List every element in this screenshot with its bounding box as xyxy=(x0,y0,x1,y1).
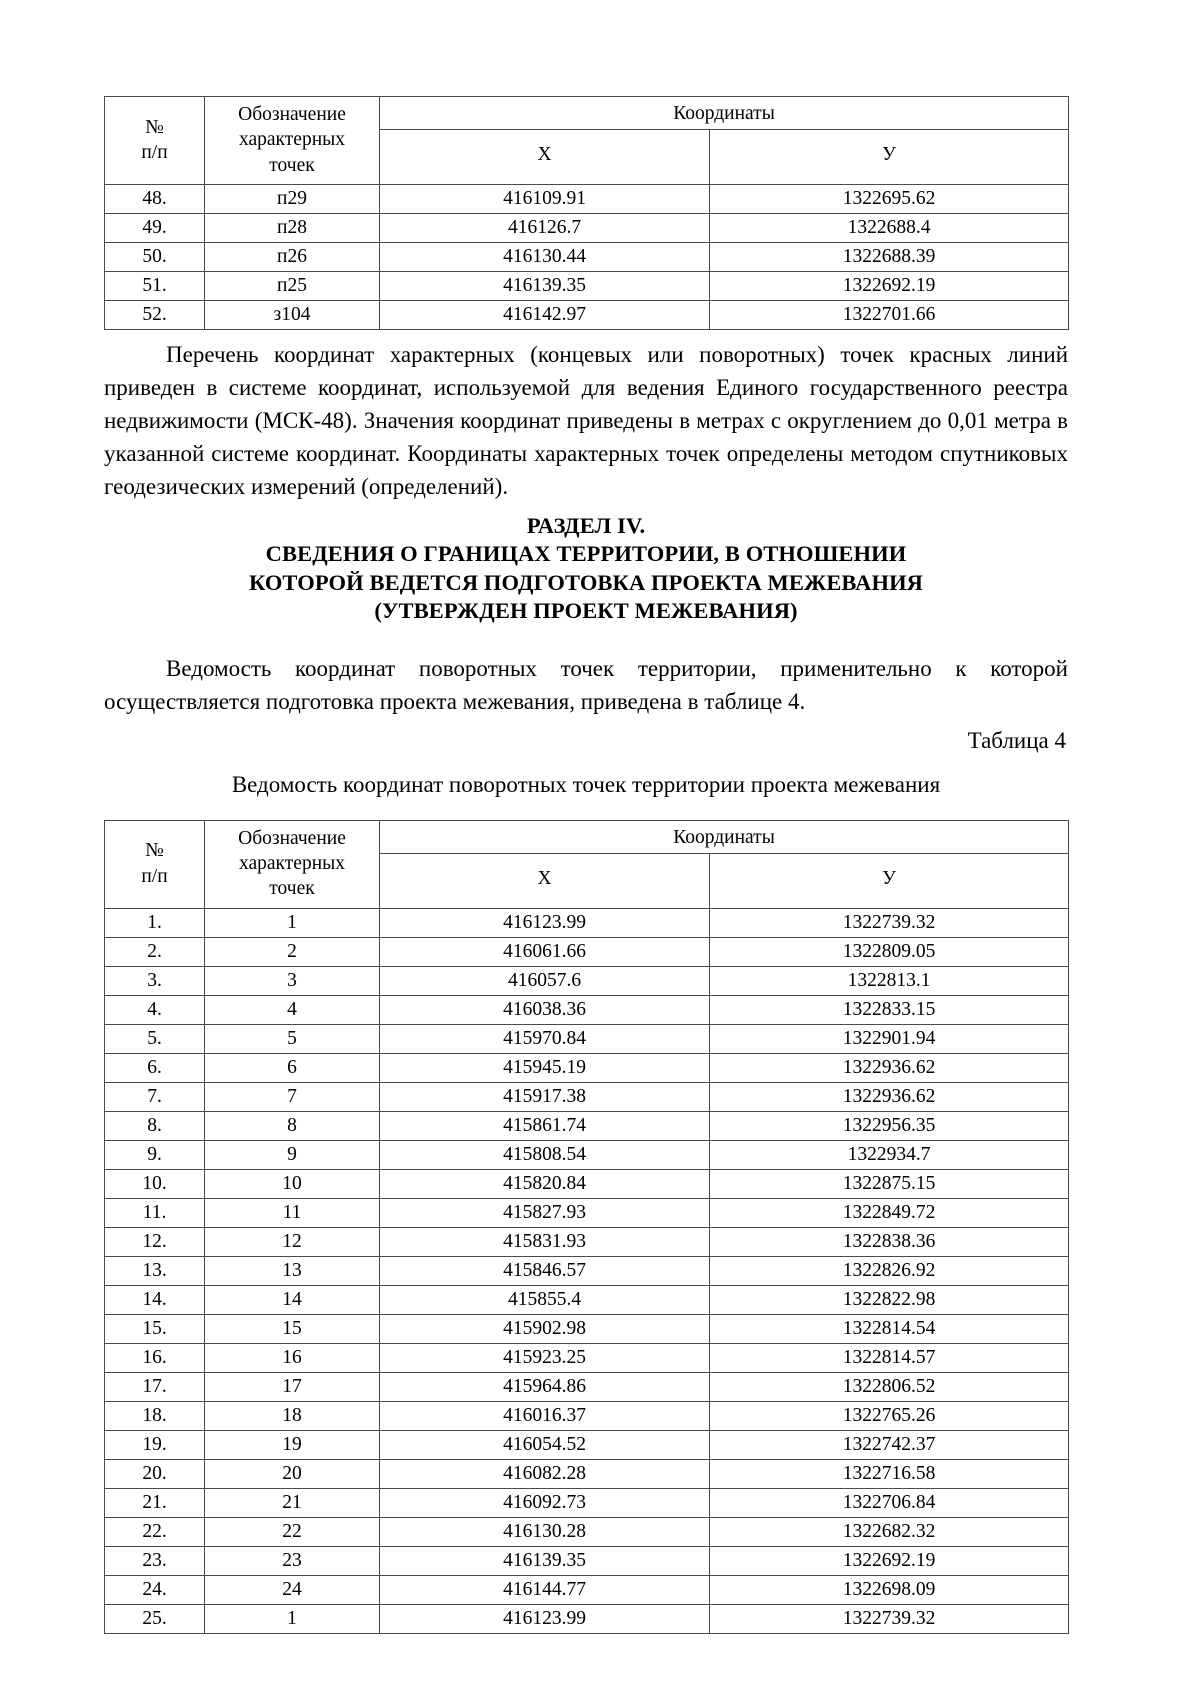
section-heading-line-4: (УТВЕРЖДЕН ПРОЕКТ МЕЖЕВАНИЯ) xyxy=(374,598,798,624)
cell-row-number: 48. xyxy=(105,185,205,214)
cell-point-designation: 23 xyxy=(205,1546,380,1575)
cell-row-number: 23. xyxy=(105,1546,205,1575)
cell-point-designation: з104 xyxy=(205,301,380,330)
table-row xyxy=(105,1488,1069,1517)
cell-row-number: 52. xyxy=(105,301,205,330)
cell-row-number: 2. xyxy=(105,937,205,966)
header-designation-line2: характерных xyxy=(239,853,345,875)
cell-row-number: 10. xyxy=(105,1169,205,1198)
table-row xyxy=(105,1140,1069,1169)
cell-coordinate-x: 416130.44 xyxy=(380,243,710,272)
cell-row-number: 25. xyxy=(105,1604,205,1633)
table-row xyxy=(105,1546,1069,1575)
cell-coordinate-y: 1322936.62 xyxy=(710,1082,1069,1111)
table-header-row-1 xyxy=(105,820,1069,853)
cell-coordinate-x: 416139.35 xyxy=(380,272,710,301)
cell-coordinate-y: 1322809.05 xyxy=(710,937,1069,966)
cell-coordinate-y: 1322706.84 xyxy=(710,1488,1069,1517)
cell-coordinate-x: 416123.99 xyxy=(380,1604,710,1633)
table-row xyxy=(105,272,1069,301)
cell-row-number: 19. xyxy=(105,1430,205,1459)
cell-coordinate-y: 1322692.19 xyxy=(710,1546,1069,1575)
table-row xyxy=(105,1430,1069,1459)
cell-coordinate-y: 1322692.19 xyxy=(710,272,1069,301)
cell-point-designation: 15 xyxy=(205,1314,380,1343)
cell-point-designation: 3 xyxy=(205,966,380,995)
header-row-number xyxy=(105,97,205,185)
cell-row-number: 16. xyxy=(105,1343,205,1372)
cell-point-designation: 1 xyxy=(205,908,380,937)
paragraph-red-lines-coordinates: Перечень координат характерных (концевых или поворотных) точек красных линий приведен в системе координат, используемой для ведения Единого государственного реестра недвижимости (МСК-48). Значения координат приведены в метрах с округлением до 0,01 метра в указанной системе координат. Координаты характерных точек определены методом спутниковых геодезических измерений (определений). xyxy=(104,342,1068,500)
cell-row-number: 7. xyxy=(105,1082,205,1111)
cell-point-designation: п29 xyxy=(205,185,380,214)
cell-row-number: 22. xyxy=(105,1517,205,1546)
cell-coordinate-x: 416142.97 xyxy=(380,301,710,330)
header-designation-line1: Обозначение xyxy=(238,103,346,125)
header-number-symbol: № xyxy=(145,840,164,862)
table-bottom-header xyxy=(105,820,1069,908)
cell-coordinate-x: 416139.35 xyxy=(380,1546,710,1575)
table-row xyxy=(105,1227,1069,1256)
table-row xyxy=(105,1256,1069,1285)
header-designation-line3: точек xyxy=(269,154,315,176)
cell-coordinate-y: 1322739.32 xyxy=(710,908,1069,937)
cell-coordinate-y: 1322826.92 xyxy=(710,1256,1069,1285)
cell-row-number: 12. xyxy=(105,1227,205,1256)
cell-coordinate-x: 416123.99 xyxy=(380,908,710,937)
cell-row-number: 3. xyxy=(105,966,205,995)
cell-point-designation: 19 xyxy=(205,1430,380,1459)
page-content xyxy=(104,96,1068,1634)
header-x: X xyxy=(380,130,710,185)
cell-point-designation: 5 xyxy=(205,1024,380,1053)
cell-row-number: 50. xyxy=(105,243,205,272)
header-designation-line3: точек xyxy=(269,878,315,900)
header-x: X xyxy=(380,853,710,908)
cell-coordinate-x: 416109.91 xyxy=(380,185,710,214)
table-row xyxy=(105,1053,1069,1082)
cell-coordinate-x: 415846.57 xyxy=(380,1256,710,1285)
cell-point-designation: 8 xyxy=(205,1111,380,1140)
table-bottom-body xyxy=(105,908,1069,1633)
cell-point-designation: 11 xyxy=(205,1198,380,1227)
header-designation-line1: Обозначение xyxy=(238,827,346,849)
cell-row-number: 13. xyxy=(105,1256,205,1285)
header-designation-line2: характерных xyxy=(239,129,345,151)
table-header-row-1 xyxy=(105,97,1069,130)
cell-row-number: 21. xyxy=(105,1488,205,1517)
cell-point-designation: 13 xyxy=(205,1256,380,1285)
cell-point-designation: 9 xyxy=(205,1140,380,1169)
cell-coordinate-x: 416061.66 xyxy=(380,937,710,966)
cell-point-designation: 21 xyxy=(205,1488,380,1517)
cell-row-number: 51. xyxy=(105,272,205,301)
cell-coordinate-y: 1322838.36 xyxy=(710,1227,1069,1256)
table-top-body xyxy=(105,185,1069,330)
table-row xyxy=(105,1343,1069,1372)
cell-coordinate-x: 416016.37 xyxy=(380,1401,710,1430)
header-coordinates: Координаты xyxy=(380,97,1069,130)
cell-row-number: 14. xyxy=(105,1285,205,1314)
cell-coordinate-y: 1322765.26 xyxy=(710,1401,1069,1430)
cell-coordinate-x: 415945.19 xyxy=(380,1053,710,1082)
cell-point-designation: 24 xyxy=(205,1575,380,1604)
table-row xyxy=(105,1198,1069,1227)
table-row xyxy=(105,1517,1069,1546)
coordinates-table-bottom xyxy=(104,820,1069,1634)
paragraph-survey-project-reference: Ведомость координат поворотных точек территории, применительно к которой осуществляется подготовка проекта межевания, приведена в таблице 4. xyxy=(104,655,1068,714)
cell-coordinate-x: 415917.38 xyxy=(380,1082,710,1111)
table-row xyxy=(105,243,1069,272)
cell-coordinate-y: 1322849.72 xyxy=(710,1198,1069,1227)
cell-point-designation: 10 xyxy=(205,1169,380,1198)
header-coordinates: Координаты xyxy=(380,820,1069,853)
cell-row-number: 1. xyxy=(105,908,205,937)
cell-coordinate-x: 415923.25 xyxy=(380,1343,710,1372)
table-row xyxy=(105,908,1069,937)
cell-coordinate-x: 415855.4 xyxy=(380,1285,710,1314)
table-row xyxy=(105,301,1069,330)
header-number-abbrev: п/п xyxy=(141,865,168,887)
cell-coordinate-y: 1322934.7 xyxy=(710,1140,1069,1169)
table-row xyxy=(105,1604,1069,1633)
cell-coordinate-y: 1322701.66 xyxy=(710,301,1069,330)
table-row xyxy=(105,1285,1069,1314)
cell-coordinate-x: 415970.84 xyxy=(380,1024,710,1053)
cell-coordinate-x: 415820.84 xyxy=(380,1169,710,1198)
cell-coordinate-y: 1322814.57 xyxy=(710,1343,1069,1372)
cell-coordinate-y: 1322956.35 xyxy=(710,1111,1069,1140)
cell-point-designation: 6 xyxy=(205,1053,380,1082)
cell-coordinate-x: 415861.74 xyxy=(380,1111,710,1140)
cell-point-designation: п25 xyxy=(205,272,380,301)
cell-point-designation: 14 xyxy=(205,1285,380,1314)
cell-coordinate-y: 1322716.58 xyxy=(710,1459,1069,1488)
cell-point-designation: 16 xyxy=(205,1343,380,1372)
header-point-designation xyxy=(205,97,380,185)
table-row xyxy=(105,1024,1069,1053)
cell-coordinate-y: 1322813.1 xyxy=(710,966,1069,995)
cell-coordinate-x: 416038.36 xyxy=(380,995,710,1024)
cell-point-designation: п26 xyxy=(205,243,380,272)
cell-point-designation: 1 xyxy=(205,1604,380,1633)
cell-coordinate-y: 1322682.32 xyxy=(710,1517,1069,1546)
cell-coordinate-x: 415827.93 xyxy=(380,1198,710,1227)
cell-row-number: 18. xyxy=(105,1401,205,1430)
table-row xyxy=(105,1111,1069,1140)
cell-row-number: 49. xyxy=(105,214,205,243)
cell-point-designation: 12 xyxy=(205,1227,380,1256)
cell-coordinate-y: 1322822.98 xyxy=(710,1285,1069,1314)
table-row xyxy=(105,1314,1069,1343)
section-heading xyxy=(104,512,1068,626)
cell-coordinate-x: 415831.93 xyxy=(380,1227,710,1256)
table-row xyxy=(105,1575,1069,1604)
cell-coordinate-y: 1322688.39 xyxy=(710,243,1069,272)
header-y: У xyxy=(710,853,1069,908)
cell-coordinate-y: 1322806.52 xyxy=(710,1372,1069,1401)
cell-coordinate-y: 1322742.37 xyxy=(710,1430,1069,1459)
cell-point-designation: 22 xyxy=(205,1517,380,1546)
cell-coordinate-y: 1322936.62 xyxy=(710,1053,1069,1082)
cell-coordinate-x: 415808.54 xyxy=(380,1140,710,1169)
cell-point-designation: 2 xyxy=(205,937,380,966)
table-row xyxy=(105,966,1069,995)
table-number-label: Таблица 4 xyxy=(967,728,1066,754)
header-point-designation xyxy=(205,820,380,908)
table-row xyxy=(105,185,1069,214)
cell-coordinate-x: 416054.52 xyxy=(380,1430,710,1459)
cell-coordinate-x: 416126.7 xyxy=(380,214,710,243)
table-caption: Ведомость координат поворотных точек территории проекта межевания xyxy=(231,771,941,797)
cell-coordinate-x: 416144.77 xyxy=(380,1575,710,1604)
cell-coordinate-x: 416057.6 xyxy=(380,966,710,995)
table-row xyxy=(105,1401,1069,1430)
table-row xyxy=(105,1372,1069,1401)
cell-point-designation: 17 xyxy=(205,1372,380,1401)
cell-coordinate-y: 1322695.62 xyxy=(710,185,1069,214)
cell-row-number: 15. xyxy=(105,1314,205,1343)
cell-row-number: 24. xyxy=(105,1575,205,1604)
table-row xyxy=(105,1459,1069,1488)
header-number-abbrev: п/п xyxy=(141,142,168,163)
section-heading-line-1: РАЗДЕЛ IV. xyxy=(526,512,646,538)
cell-row-number: 5. xyxy=(105,1024,205,1053)
section-heading-line-2: СВЕДЕНИЯ О ГРАНИЦАХ ТЕРРИТОРИИ, В ОТНОШЕНИИ xyxy=(265,541,907,567)
table-row xyxy=(105,1082,1069,1111)
coordinates-table-top xyxy=(104,96,1069,330)
table-row xyxy=(105,995,1069,1024)
cell-coordinate-x: 415902.98 xyxy=(380,1314,710,1343)
section-heading-line-3: КОТОРОЙ ВЕДЕТСЯ ПОДГОТОВКА ПРОЕКТА МЕЖЕВАНИЯ xyxy=(248,569,924,595)
cell-row-number: 4. xyxy=(105,995,205,1024)
cell-row-number: 6. xyxy=(105,1053,205,1082)
cell-point-designation: п28 xyxy=(205,214,380,243)
table-row xyxy=(105,937,1069,966)
table-row xyxy=(105,214,1069,243)
cell-row-number: 9. xyxy=(105,1140,205,1169)
cell-coordinate-y: 1322739.32 xyxy=(710,1604,1069,1633)
header-number-symbol: № xyxy=(145,116,164,138)
cell-coordinate-x: 416130.28 xyxy=(380,1517,710,1546)
cell-coordinate-x: 416092.73 xyxy=(380,1488,710,1517)
cell-coordinate-y: 1322688.4 xyxy=(710,214,1069,243)
cell-coordinate-y: 1322814.54 xyxy=(710,1314,1069,1343)
cell-point-designation: 7 xyxy=(205,1082,380,1111)
cell-row-number: 20. xyxy=(105,1459,205,1488)
table-row xyxy=(105,1169,1069,1198)
cell-coordinate-y: 1322875.15 xyxy=(710,1169,1069,1198)
header-y: У xyxy=(710,130,1069,185)
table-top-header xyxy=(105,97,1069,185)
cell-coordinate-y: 1322901.94 xyxy=(710,1024,1069,1053)
cell-coordinate-y: 1322698.09 xyxy=(710,1575,1069,1604)
cell-row-number: 17. xyxy=(105,1372,205,1401)
cell-coordinate-y: 1322833.15 xyxy=(710,995,1069,1024)
cell-row-number: 11. xyxy=(105,1198,205,1227)
cell-row-number: 8. xyxy=(105,1111,205,1140)
cell-point-designation: 18 xyxy=(205,1401,380,1430)
cell-coordinate-x: 415964.86 xyxy=(380,1372,710,1401)
header-row-number xyxy=(105,820,205,908)
cell-point-designation: 4 xyxy=(205,995,380,1024)
cell-coordinate-x: 416082.28 xyxy=(380,1459,710,1488)
cell-point-designation: 20 xyxy=(205,1459,380,1488)
